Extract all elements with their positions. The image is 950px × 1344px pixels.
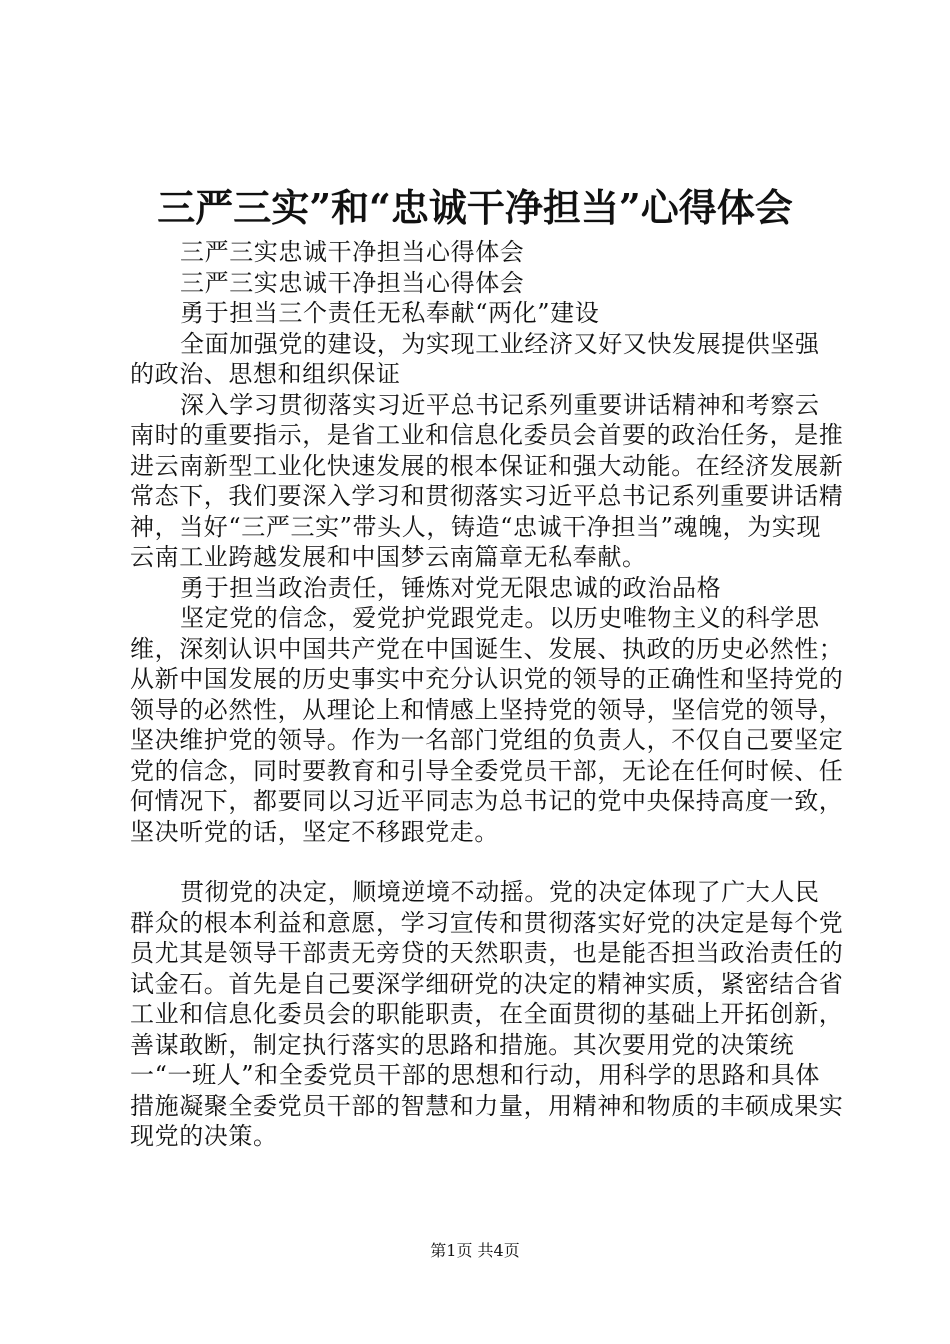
page-number-footer: 第1页 共4页 [430,1241,520,1260]
section-heading: 全面加强党的建设，为实现工业经济又好又快发展提供坚强的政治、思想和组织保证 [130,329,820,388]
document-body [130,237,844,1152]
body-paragraph: 坚定党的信念，爱党护党跟党走。以历史唯物主义的科学思维，深刻认识中国共产党在中国诞生、发展、执政的历史必然性；从新中国发展的历史事实中充分认识党的领导的正确性和坚持党的领导的必然性，从理论上和情感上坚持党的领导，坚信党的领导，坚决维护党的领导。作为一名部门党组的负责人，不仅自己要坚定党的信念，同时要教育和引导全委党员干部，无论在任何时候、任何情况下，都要同以习近平同志为总书记的党中央保持高度一致，坚决听党的话，坚定不移跟党走。 [130,604,844,846]
section-heading: 勇于担当政治责任，锤炼对党无限忠诚的政治品格 [180,573,722,602]
subtitle-line: 三严三实忠诚干净担当心得体会 [180,238,525,266]
section-heading: 勇于担当三个责任无私奉献“两化”建设 [180,299,600,327]
body-paragraph: 深入学习贯彻落实习近平总书记系列重要讲话精神和考察云南时的重要指示，是省工业和信息化委员会首要的政治任务，是推进云南新型工业化快速发展的根本保证和强大动能。在经济发展新常态下，我们要深入学习和贯彻落实习近平总书记系列重要讲话精神，当好“三严三实”带头人，铸造“忠诚干净担当”魂魄，为实现云南工业跨越发展和中国梦云南篇章无私奉献。 [130,390,844,571]
document-title: 三严三实”和“忠诚干净担当”心得体会 [157,185,793,230]
body-paragraph: 贯彻党的决定，顺境逆境不动摇。党的决定体现了广大人民群众的根本利益和意愿，学习宣传和贯彻落实好党的决定是每个党员尤其是领导干部责无旁贷的天然职责，也是能否担当政治责任的试金石。首先是自己要深学细研党的决定的精神实质，紧密结合省工业和信息化委员会的职能职责，在全面贯彻的基础上开拓创新，善谋敢断，制定执行落实的思路和措施。其次要用党的决策统一“一班人”和全委党员干部的思想和行动，用科学的思路和具体措施凝聚全委党员干部的智慧和力量，用精神和物质的丰硕成果实现党的决策。 [130,878,844,1150]
subtitle-line: 三严三实忠诚干净担当心得体会 [180,268,525,297]
